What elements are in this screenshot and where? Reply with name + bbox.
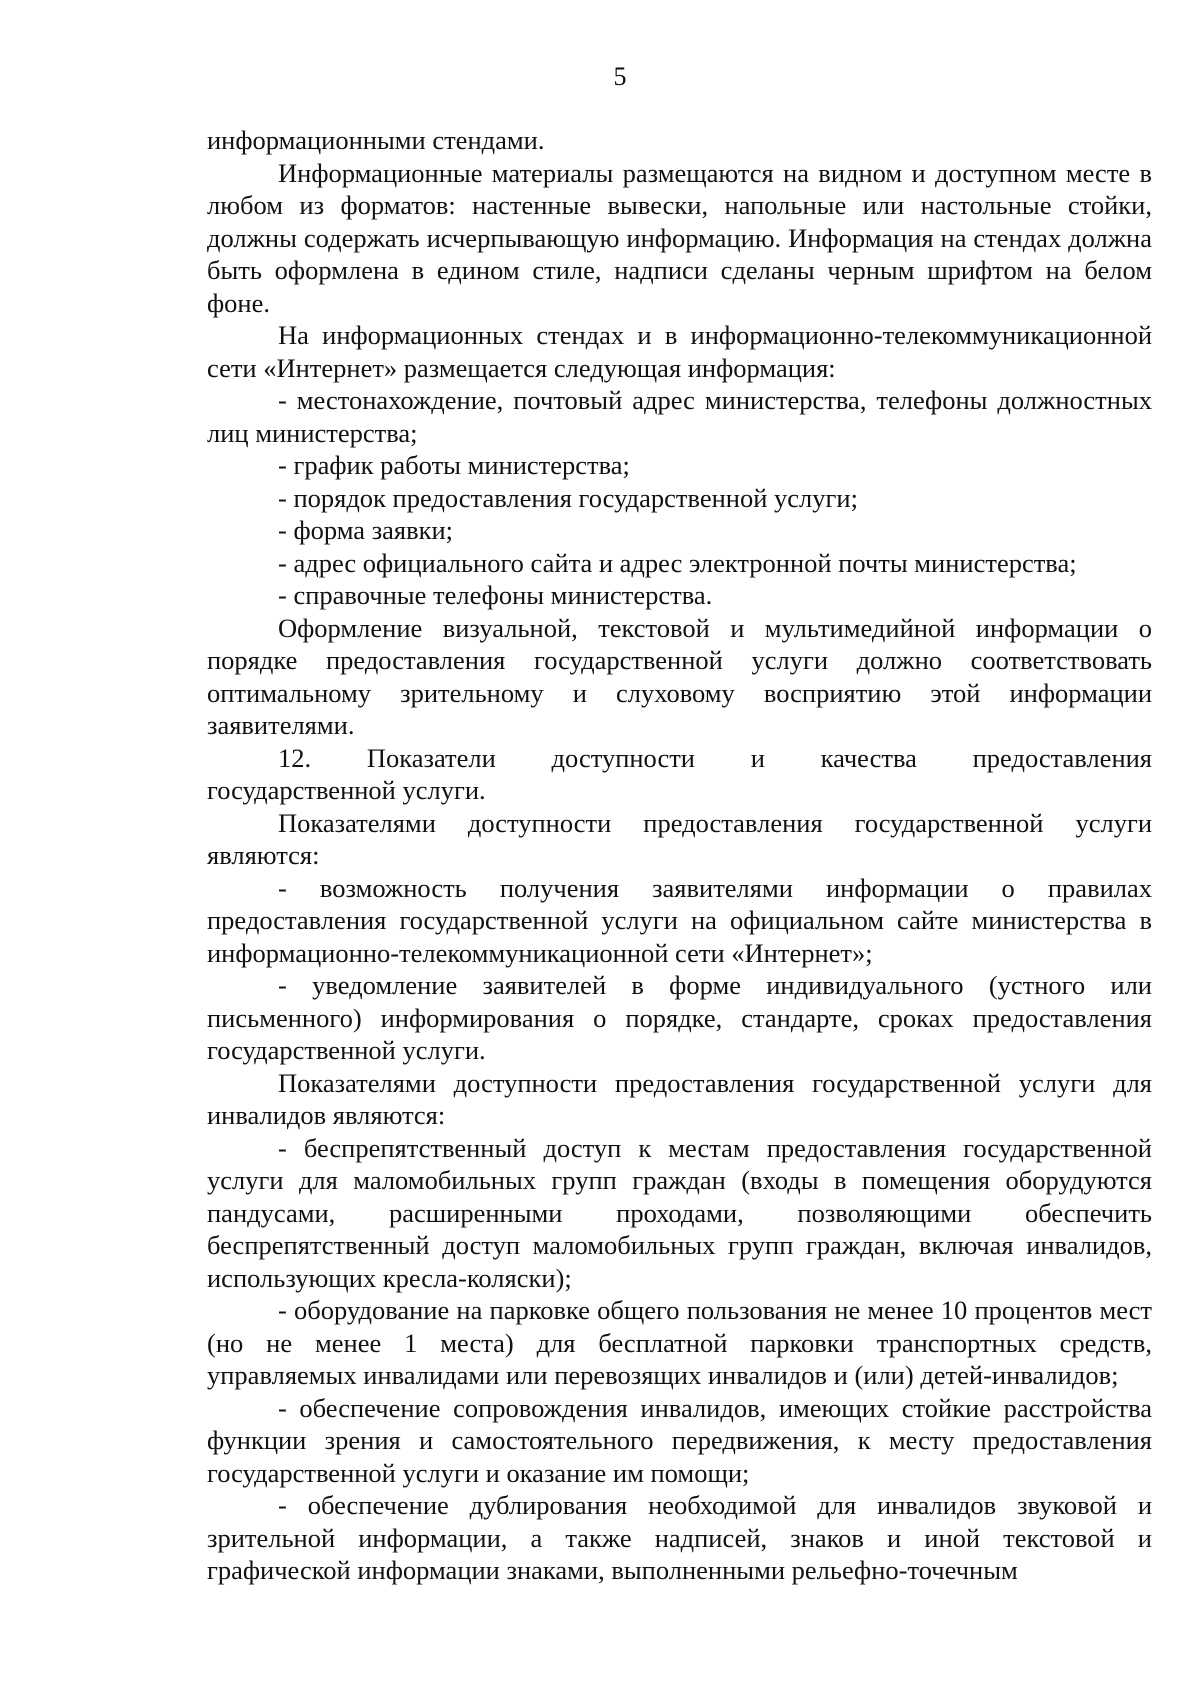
list-item-parking: - оборудование на парковке общего пользования не менее 10 процентов мест (но не менее 1 места) для бесплатной парковки транспортных средств, управляемых инвалидами или перевозящих инвалидов и (или) детей-инвалидов; — [207, 1295, 1152, 1390]
page-number: 5 — [613, 62, 627, 91]
paragraph-disabled-indicators: Показателями доступности предоставления государственной услуги для инвалидов являются: — [207, 1067, 1152, 1130]
list-item-website-email: - адрес официального сайта и адрес электронной почты министерства; — [278, 547, 1077, 578]
list-item-procedure: - порядок предоставления государственной услуги; — [278, 482, 858, 513]
list-item-escort: - обеспечение сопровождения инвалидов, имеющих стойкие расстройства функции зрения и самостоятельного передвижения, к месту предоставления государственной услуги и оказание им помощи; — [207, 1392, 1152, 1488]
section-heading-12: 12. Показатели доступности и качества предоставления — [278, 742, 1152, 773]
list-item-duplication: - обеспечение дублирования необходимой для инвалидов звуковой и зрительной информации, а также надписей, знаков и иной текстовой и графической информации знаками, выполненными рельефно-точечным — [207, 1490, 1152, 1585]
list-item-location: - местонахождение, почтовый адрес министерства, телефоны должностных лиц министерства; — [207, 385, 1152, 448]
section-heading-12-cont: государственной услуги. — [207, 775, 486, 805]
list-item-phones: - справочные телефоны министерства. — [278, 580, 713, 610]
paragraph-visual-info: Оформление визуальной, текстовой и мультимедийной информации о порядке предоставления государственной услуги должно соответствовать оптимальному зрительному и слуховому восприятию этой информации заявителями. — [207, 612, 1152, 740]
paragraph-continuation: информационными стендами. — [207, 125, 545, 155]
list-item-info-availability: - возможность получения заявителями информации о правилах предоставления государственной услуги на официальном сайте министерства в информационно-телекоммуникационной сети «Интернет»; — [207, 872, 1152, 968]
paragraph-info-materials: Информационные материалы размещаются на видном и доступном месте в любом из форматов: настенные вывески, напольные или настольные стойки, должны содержать исчерпывающую информацию. Информация на стендах должна быть оформлена в едином стиле, надписи сделаны черным шрифтом на белом фоне. — [207, 157, 1152, 318]
document-body — [207, 124, 1152, 1587]
list-item-notification: - уведомление заявителей в форме индивидуального (устного или письменного) информирования о порядке, стандарте, сроках предоставления государственной услуги. — [207, 970, 1152, 1065]
paragraph-info-stands: На информационных стендах и в информационно-телекоммуникационной сети «Интернет» размещается следующая информация: — [207, 320, 1152, 383]
list-item-barrier-free-access: - беспрепятственный доступ к местам предоставления государственной услуги для маломобильных групп граждан (входы в помещения оборудуются пандусами, расширенными проходами, позволяющими обеспечить беспрепятственный доступ маломобильных групп граждан, включая инвалидов, использующих кресла-коляски); — [207, 1132, 1152, 1293]
paragraph-accessibility-indicators: Показателями доступности предоставления государственной услуги являются: — [207, 807, 1152, 870]
list-item-schedule: - график работы министерства; — [278, 450, 630, 480]
list-item-application-form: - форма заявки; — [278, 515, 454, 545]
